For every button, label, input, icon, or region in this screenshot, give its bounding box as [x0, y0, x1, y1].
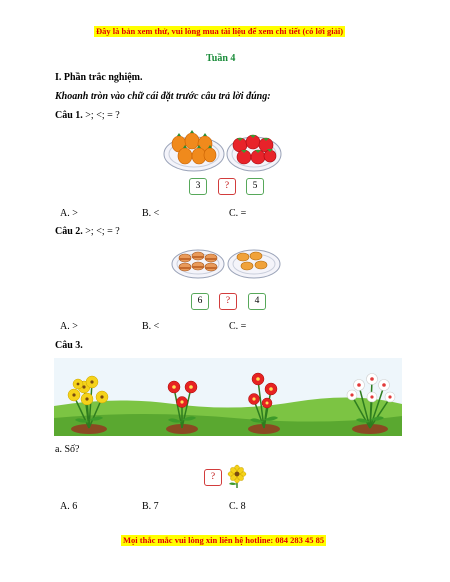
- question-1-prompt: >; <; = ?: [85, 110, 120, 121]
- q2-left-number-box: 6: [191, 293, 209, 310]
- question-2-heading: [55, 226, 120, 237]
- q1-left-number-box: 3: [189, 178, 207, 195]
- instruction: Khoanh tròn vào chữ cái đặt trước câu trả lời đúng:: [55, 91, 271, 102]
- header-banner: Đây là bản xem thử, vui lòng mua tài liệu để xem chi tiết (có lời giải): [96, 26, 344, 36]
- q1-option-b[interactable]: B. <: [142, 208, 160, 219]
- q1-option-c[interactable]: C. =: [229, 208, 247, 219]
- question-3-label: Câu 3.: [55, 340, 83, 351]
- q1-compare-box[interactable]: ?: [218, 178, 236, 195]
- orange-plate-image: [163, 128, 225, 172]
- q2-right-number-box: 4: [248, 293, 266, 310]
- bread-plate-image: [227, 245, 281, 279]
- q3-answer-box[interactable]: ?: [204, 469, 222, 486]
- q2-option-c[interactable]: C. =: [229, 321, 247, 332]
- q2-option-a[interactable]: A. >: [60, 321, 78, 332]
- question-1-heading: [55, 110, 120, 121]
- question-2-prompt: >; <; = ?: [85, 226, 120, 237]
- q1-right-number-box: 5: [246, 178, 264, 195]
- cookie-plate-image: [171, 245, 225, 279]
- tomato-plate-image: [226, 128, 282, 172]
- q2-compare-box[interactable]: ?: [219, 293, 237, 310]
- footer-banner: Mọi thắc mắc vui lòng xin liên hệ hotline: 084 283 45 85: [123, 535, 325, 545]
- question-1-label: Câu 1.: [55, 110, 83, 121]
- flower-scene-image: [54, 358, 402, 436]
- q1-option-a[interactable]: A. >: [60, 208, 78, 219]
- week-title: Tuần 4: [206, 53, 236, 64]
- q3-option-c[interactable]: C. 8: [229, 501, 246, 512]
- q3-option-a[interactable]: A. 6: [60, 501, 78, 512]
- question-2-label: Câu 2.: [55, 226, 83, 237]
- q2-option-b[interactable]: B. <: [142, 321, 160, 332]
- question-3a-prompt: a. Số?: [55, 444, 80, 455]
- yellow-flower-icon: [225, 464, 249, 488]
- section-title: I. Phần trắc nghiệm.: [55, 72, 143, 83]
- q3-option-b[interactable]: B. 7: [142, 501, 159, 512]
